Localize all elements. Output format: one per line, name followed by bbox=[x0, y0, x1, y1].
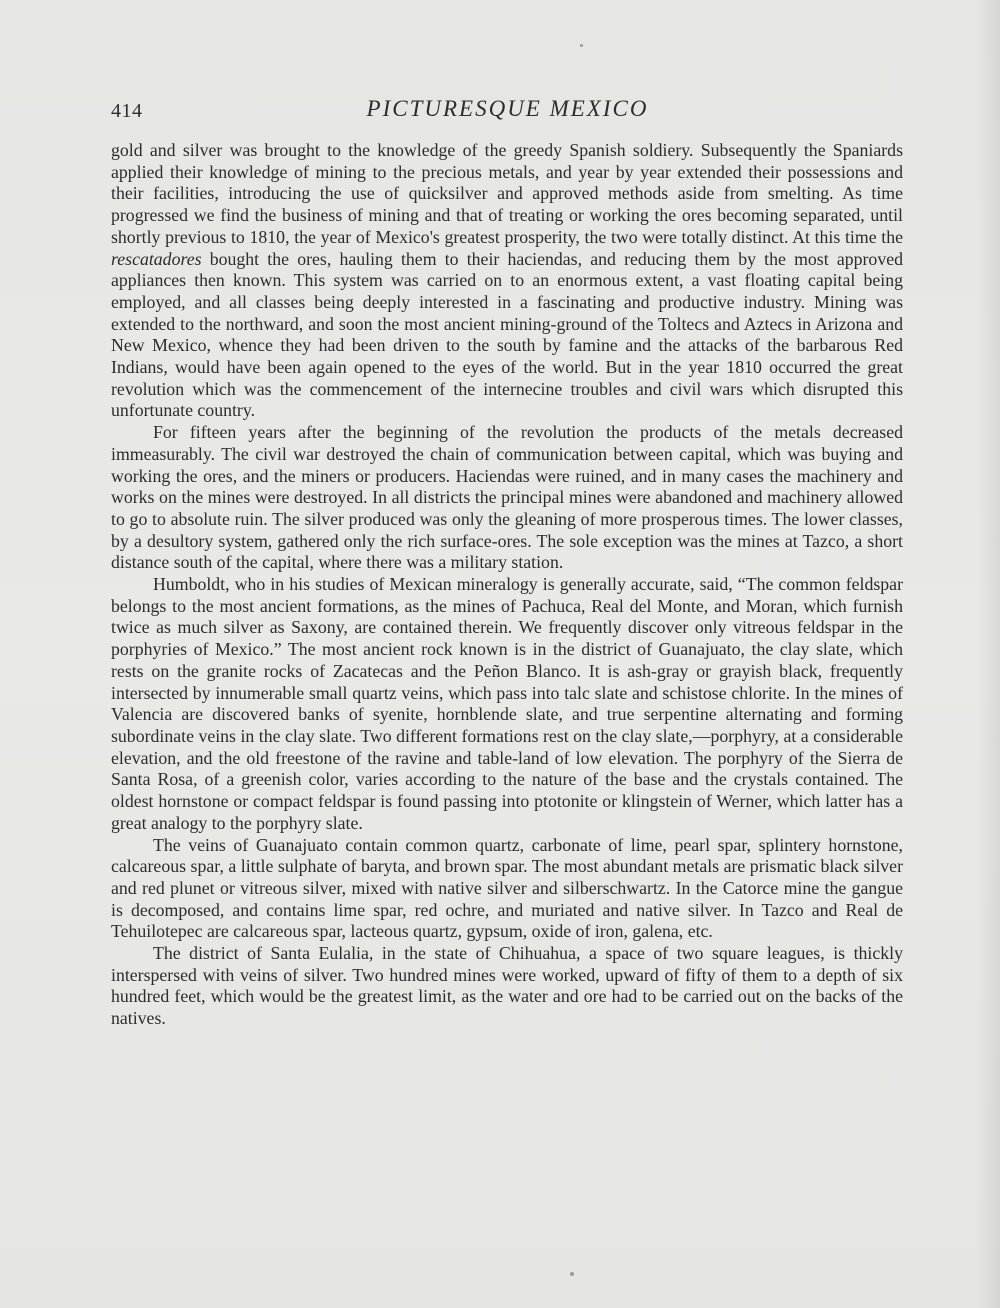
running-title: PICTURESQUE MEXICO bbox=[366, 96, 649, 121]
paper-speck bbox=[570, 1272, 574, 1276]
paragraph-1-text-start: gold and silver was brought to the knowledge of the greedy Spanish soldiery. Subsequently the Spaniards applied their knowledge of mining to the precious metals, and year by year extended their possessions and their facilities, introducing the use of quicksilver and approved methods aside from smelting. As time progressed we find the business of mining and that of treating or working the ores becoming separated, until shortly previous to 1810, the year of Mexico's greatest prosperity, the two were totally distinct. At this time the bbox=[111, 140, 903, 247]
paragraph-2: For fifteen years after the beginning of the revolution the products of the metals decreased immeasurably. The civil war destroyed the chain of communication between capital, which was buying and working the ores, and the miners or producers. Haciendas were ruined, and in many cases the machinery and works on the mines were destroyed. In all districts the principal mines were abandoned and machinery allowed to go to absolute ruin. The silver produced was only the gleaning of more prosperous times. The lower classes, by a desultory system, gathered only the rich surface-ores. The sole exception was the mines at Tazco, a short distance south of the capital, where there was a military station. bbox=[111, 422, 903, 573]
running-head bbox=[111, 96, 904, 132]
paragraph-3: Humboldt, who in his studies of Mexican mineralogy is generally accurate, said, “The common feldspar belongs to the most ancient formations, as the mines of Pachuca, Real del Monte, and Moran, which furnish twice as much silver as Saxony, are contained therein. We frequently discover only vitreous feldspar in the porphyries of Mexico.” The most ancient rock known is in the district of Guanajuato, the clay slate, which rests on the granite rocks of Zacatecas and the Peñon Blanco. It is ash-gray or grayish black, frequently intersected by innumerable small quartz veins, which pass into talc slate and schistose chlorite. In the mines of Valencia are discovered banks of syenite, hornblende slate, and true serpentine alternating and forming subordinate veins in the clay slate. Two different formations rest on the clay slate,—porphyry, at a considerable elevation, and the old freestone of the ravine and table-land of low elevation. The porphyry of the Sierra de Santa Rosa, of a greenish color, varies according to the nature of the base and the crystals contained. The oldest hornstone or compact feldspar is found passing into ptotonite or klingstein of Werner, which latter has a great analogy to the porphyry slate. bbox=[111, 574, 903, 833]
page-number: 414 bbox=[111, 100, 143, 122]
paragraph-4: The veins of Guanajuato contain common quartz, carbonate of lime, pearl spar, splintery hornstone, calcareous spar, a little sulphate of baryta, and brown spar. The most abundant metals are prismatic black silver and red plunet or vitreous silver, mixed with native silver and silberschwartz. In the Catorce mine the gangue is decomposed, and contains lime spar, red ochre, and muriated and native silver. In Tazco and Real de Tehuilotepec are calcareous spar, lacteous quartz, gypsum, oxide of iron, galena, etc. bbox=[111, 834, 903, 942]
paragraph-1-text-end: bought the ores, hauling them to their haciendas, and reducing them by the most approved appliances then known. This system was carried on to an enormous extent, a vast floating capital being employed, and all classes being deeply interested in a fascinating and productive industry. Mining was extended to the northward, and soon the most ancient mining-ground of the Toltecs and Aztecs in Arizona and New Mexico, whence they had been driven to the south by famine and the attacks of the barbarous Red Indians, would have been again opened to the eyes of the world. But in the year 1810 occurred the great revolution which was the commencement of the internecine troubles and civil wars which disrupted this unfortunate country. bbox=[111, 248, 903, 421]
paper-speck bbox=[580, 44, 583, 47]
paragraph-1 bbox=[111, 140, 903, 422]
italic-term: rescatadores bbox=[111, 248, 202, 269]
body-text bbox=[111, 140, 903, 1030]
paragraph-5: The district of Santa Eulalia, in the state of Chihuahua, a space of two square leagues, is thickly interspersed with veins of silver. Two hundred mines were worked, upward of fifty of them to a depth of six hundred feet, which would be the greatest limit, as the water and ore had to be carried out on the backs of the natives. bbox=[111, 943, 903, 1029]
